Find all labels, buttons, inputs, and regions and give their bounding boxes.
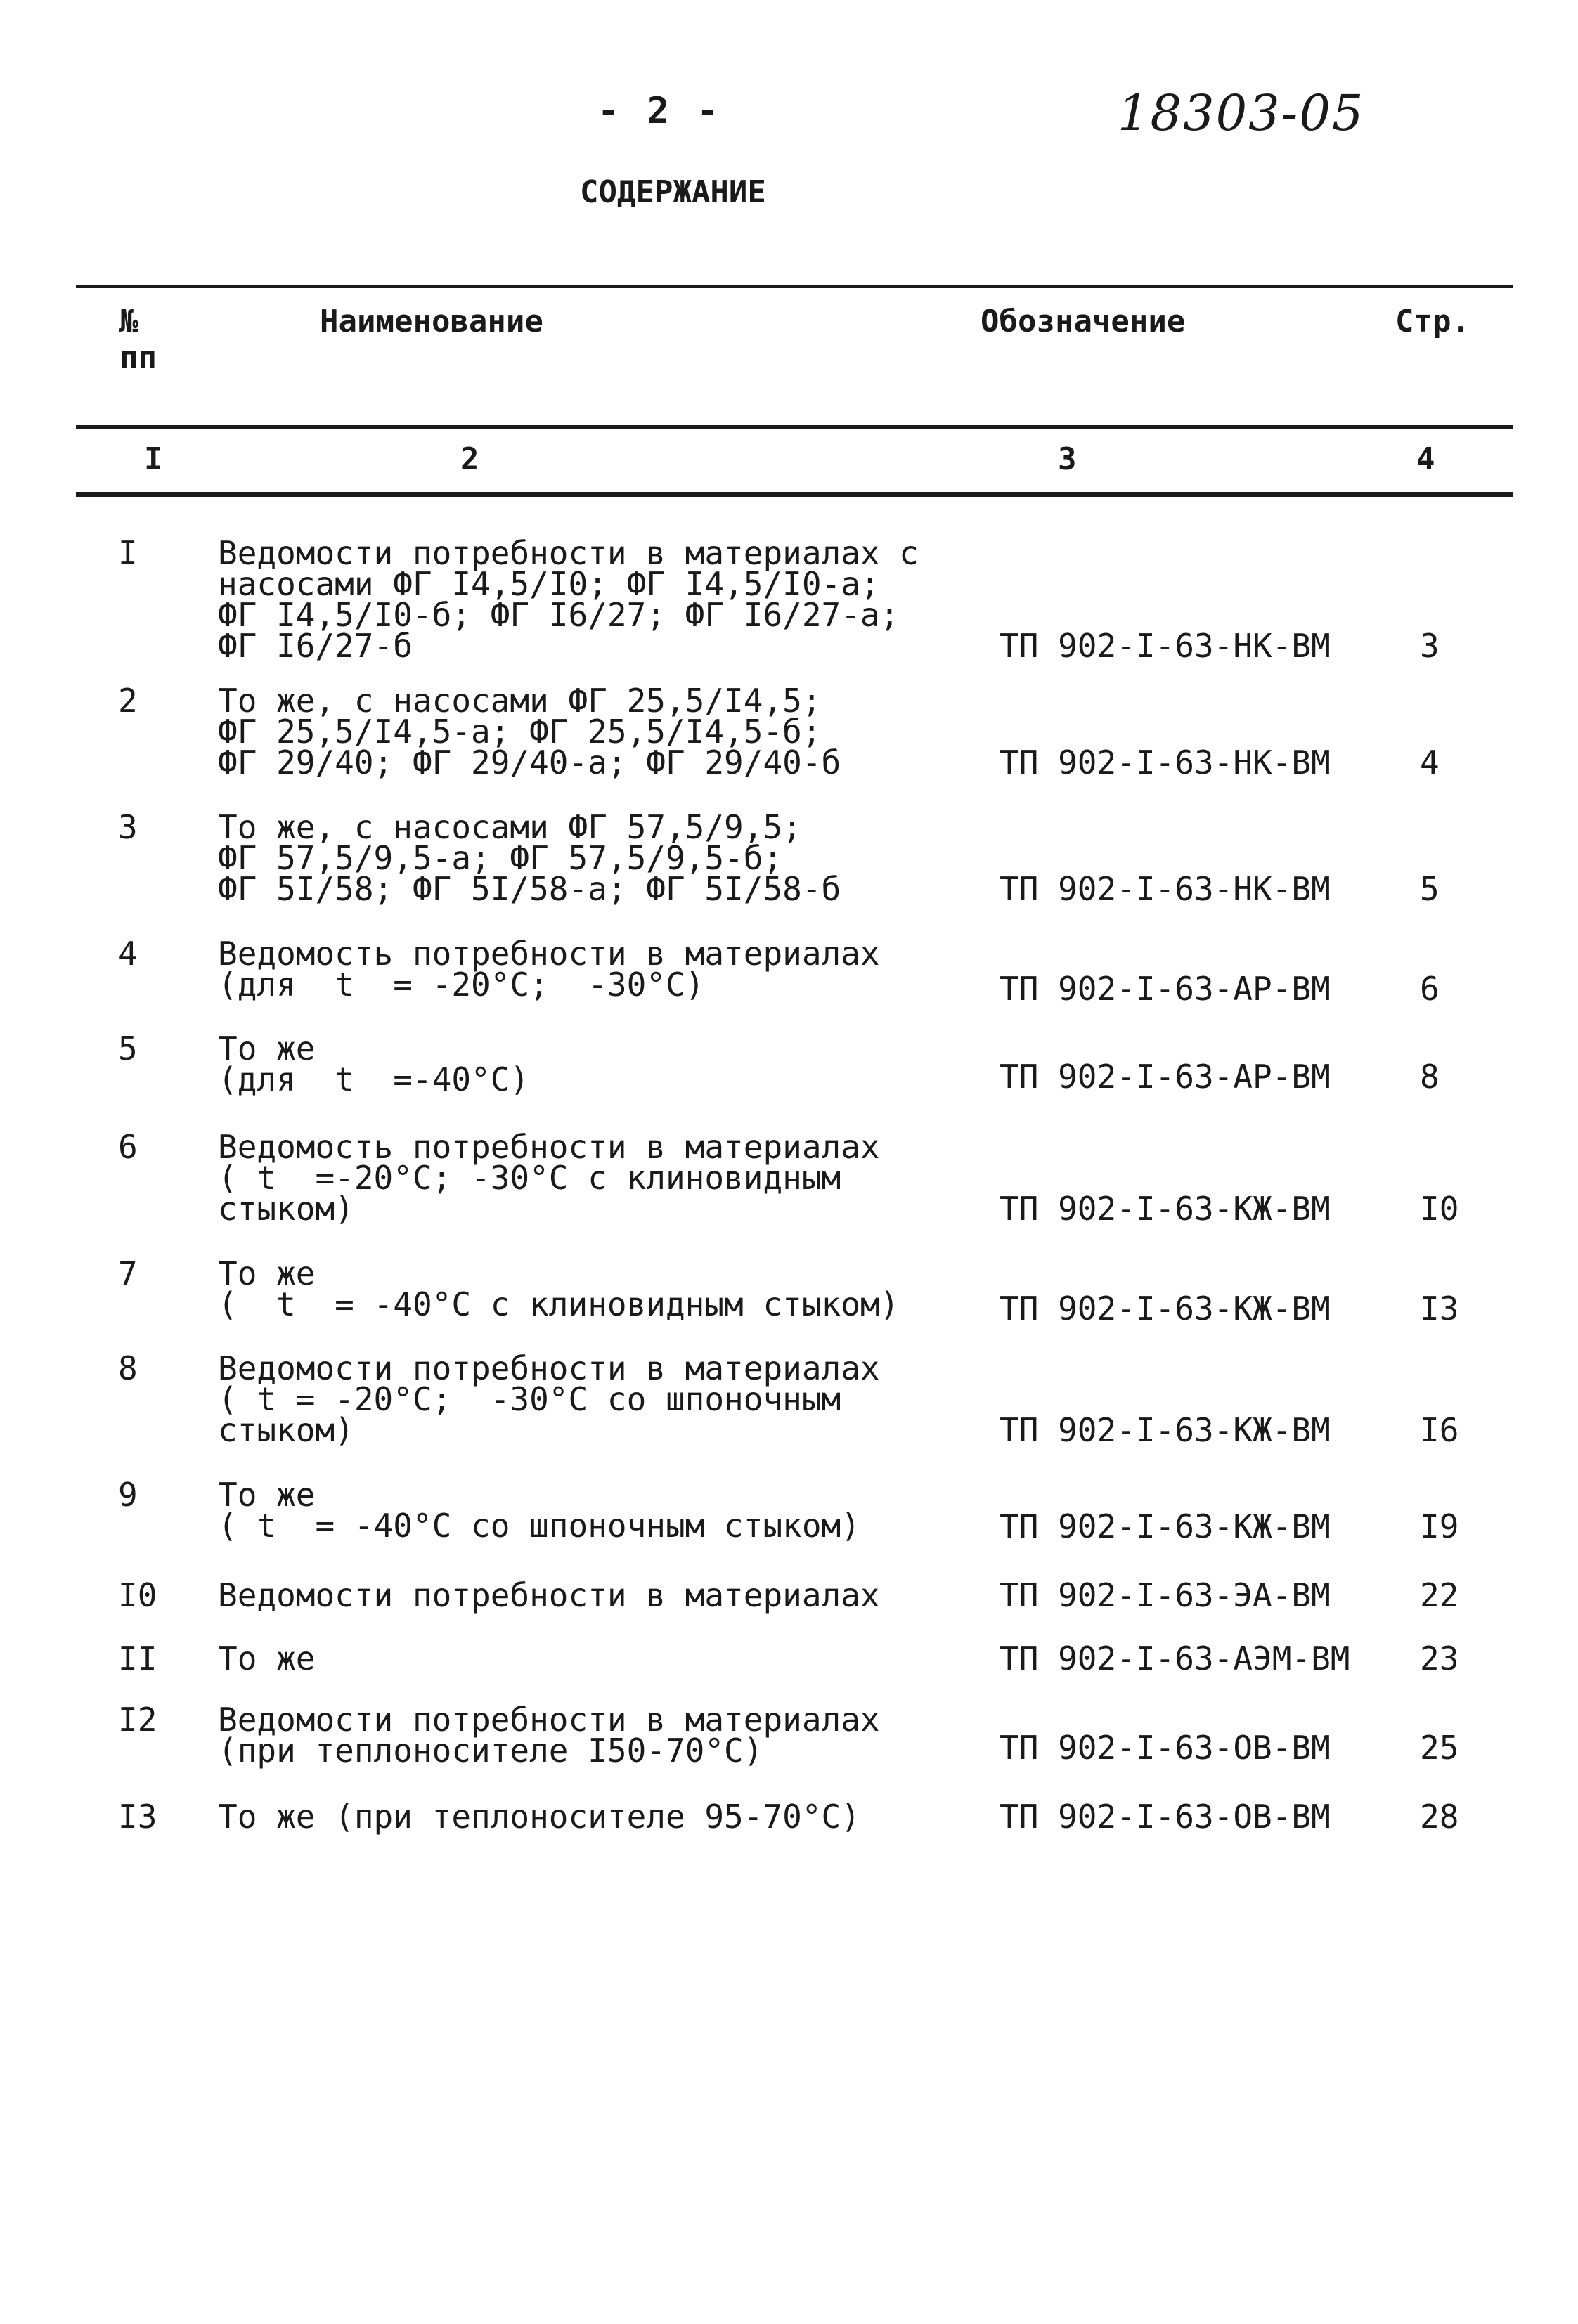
- row-name: То же (при теплоносителе 95-70°С): [218, 1798, 860, 1836]
- row-number: 3: [118, 808, 138, 846]
- row-designation: ТП 902-I-63-КЖ-ВМ: [1000, 1290, 1331, 1327]
- header-num-line1: №: [119, 304, 138, 339]
- row-name: То же ( t = -40°С со шпоночным стыком): [218, 1476, 860, 1545]
- row-number: 6: [118, 1128, 138, 1166]
- row-designation: ТП 902-I-63-АР-ВМ: [1000, 1058, 1331, 1096]
- column-number-3: 3: [1058, 441, 1077, 477]
- header-num-label: [119, 304, 157, 377]
- header-designation: Обозначение: [981, 304, 1186, 339]
- row-name: То же, с насосами ФГ 57,5/9,5; ФГ 57,5/9,5-а; ФГ 57,5/9,5-б; ФГ 5I/58; ФГ 5I/58-а; ФГ 5I/58-б: [218, 808, 841, 908]
- column-number-1: I: [144, 441, 163, 477]
- row-designation: ТП 902-I-63-КЖ-ВМ: [1000, 1411, 1331, 1449]
- row-name: Ведомость потребности в материалах ( t =-20°С; -30°С с клиновидным стыком): [218, 1128, 880, 1228]
- row-number: I3: [118, 1798, 157, 1836]
- row-number: 8: [118, 1349, 138, 1387]
- row-name: Ведомости потребности в материалах (при теплоносителе I50-70°С): [218, 1701, 880, 1770]
- row-designation: ТП 902-I-63-КЖ-ВМ: [1000, 1190, 1331, 1228]
- row-page: 22: [1420, 1576, 1459, 1614]
- document-code: 18303-05: [1118, 84, 1365, 142]
- row-designation: ТП 902-I-63-НК-ВМ: [1000, 870, 1331, 908]
- row-page: 6: [1420, 970, 1440, 1008]
- page-title: СОДЕРЖАНИЕ: [580, 174, 766, 210]
- row-page: 25: [1420, 1729, 1459, 1767]
- row-name: Ведомости потребности в материалах с насосами ФГ I4,5/I0; ФГ I4,5/I0-а; ФГ I4,5/I0-б; ФГ I6/27; ФГ I6/27-а; ФГ I6/27-б: [218, 534, 919, 665]
- row-number: I: [118, 534, 138, 572]
- row-page: I0: [1420, 1190, 1459, 1228]
- column-number-2: 2: [460, 441, 479, 477]
- row-number: I0: [118, 1576, 157, 1614]
- row-page: 23: [1420, 1640, 1459, 1677]
- row-page: I6: [1420, 1411, 1459, 1449]
- header-mid-rule: [76, 425, 1513, 429]
- row-name: Ведомости потребности в материалах ( t = -20°С; -30°С со шпоночным стыком): [218, 1349, 880, 1449]
- row-designation: ТП 902-I-63-ОВ-ВМ: [1000, 1729, 1331, 1767]
- row-number: I2: [118, 1701, 157, 1739]
- row-name: То же: [218, 1640, 316, 1677]
- header-num-line2: пп: [119, 340, 157, 376]
- table-top-rule: [76, 285, 1513, 288]
- row-page: I3: [1420, 1290, 1459, 1327]
- row-page: 4: [1420, 744, 1440, 781]
- row-designation: ТП 902-I-63-НК-ВМ: [1000, 744, 1331, 781]
- header-page: Стр.: [1395, 304, 1470, 339]
- page-number: - 2 -: [597, 90, 722, 132]
- row-number: 7: [118, 1254, 138, 1292]
- header-bottom-rule: [76, 492, 1513, 497]
- row-name: Ведомости потребности в материалах: [218, 1576, 880, 1614]
- header-name: Наименование: [320, 304, 543, 339]
- row-page: I9: [1420, 1507, 1459, 1545]
- row-designation: ТП 902-I-63-ОВ-ВМ: [1000, 1798, 1331, 1836]
- row-number: 4: [118, 935, 138, 973]
- row-designation: ТП 902-I-63-АЭМ-ВМ: [1000, 1640, 1350, 1677]
- row-page: 5: [1420, 870, 1440, 908]
- row-page: 8: [1420, 1058, 1440, 1096]
- row-name: То же, с насосами ФГ 25,5/I4,5; ФГ 25,5/I4,5-а; ФГ 25,5/I4,5-б; ФГ 29/40; ФГ 29/40-а; ФГ 29/40-б: [218, 682, 841, 781]
- column-number-4: 4: [1416, 441, 1435, 477]
- row-number: II: [118, 1640, 157, 1677]
- row-number: 2: [118, 682, 138, 720]
- row-designation: ТП 902-I-63-ЭА-ВМ: [1000, 1576, 1331, 1614]
- row-page: 3: [1420, 627, 1440, 665]
- row-page: 28: [1420, 1798, 1459, 1836]
- row-name: То же ( t = -40°С с клиновидным стыком): [218, 1254, 900, 1323]
- row-name: То же (для t =-40°С): [218, 1030, 530, 1098]
- row-designation: ТП 902-I-63-НК-ВМ: [1000, 627, 1331, 665]
- row-designation: ТП 902-I-63-АР-ВМ: [1000, 970, 1331, 1008]
- row-number: 9: [118, 1476, 138, 1514]
- row-number: 5: [118, 1030, 138, 1067]
- row-name: Ведомость потребности в материалах (для t = -20°С; -30°С): [218, 935, 880, 1004]
- row-designation: ТП 902-I-63-КЖ-ВМ: [1000, 1507, 1331, 1545]
